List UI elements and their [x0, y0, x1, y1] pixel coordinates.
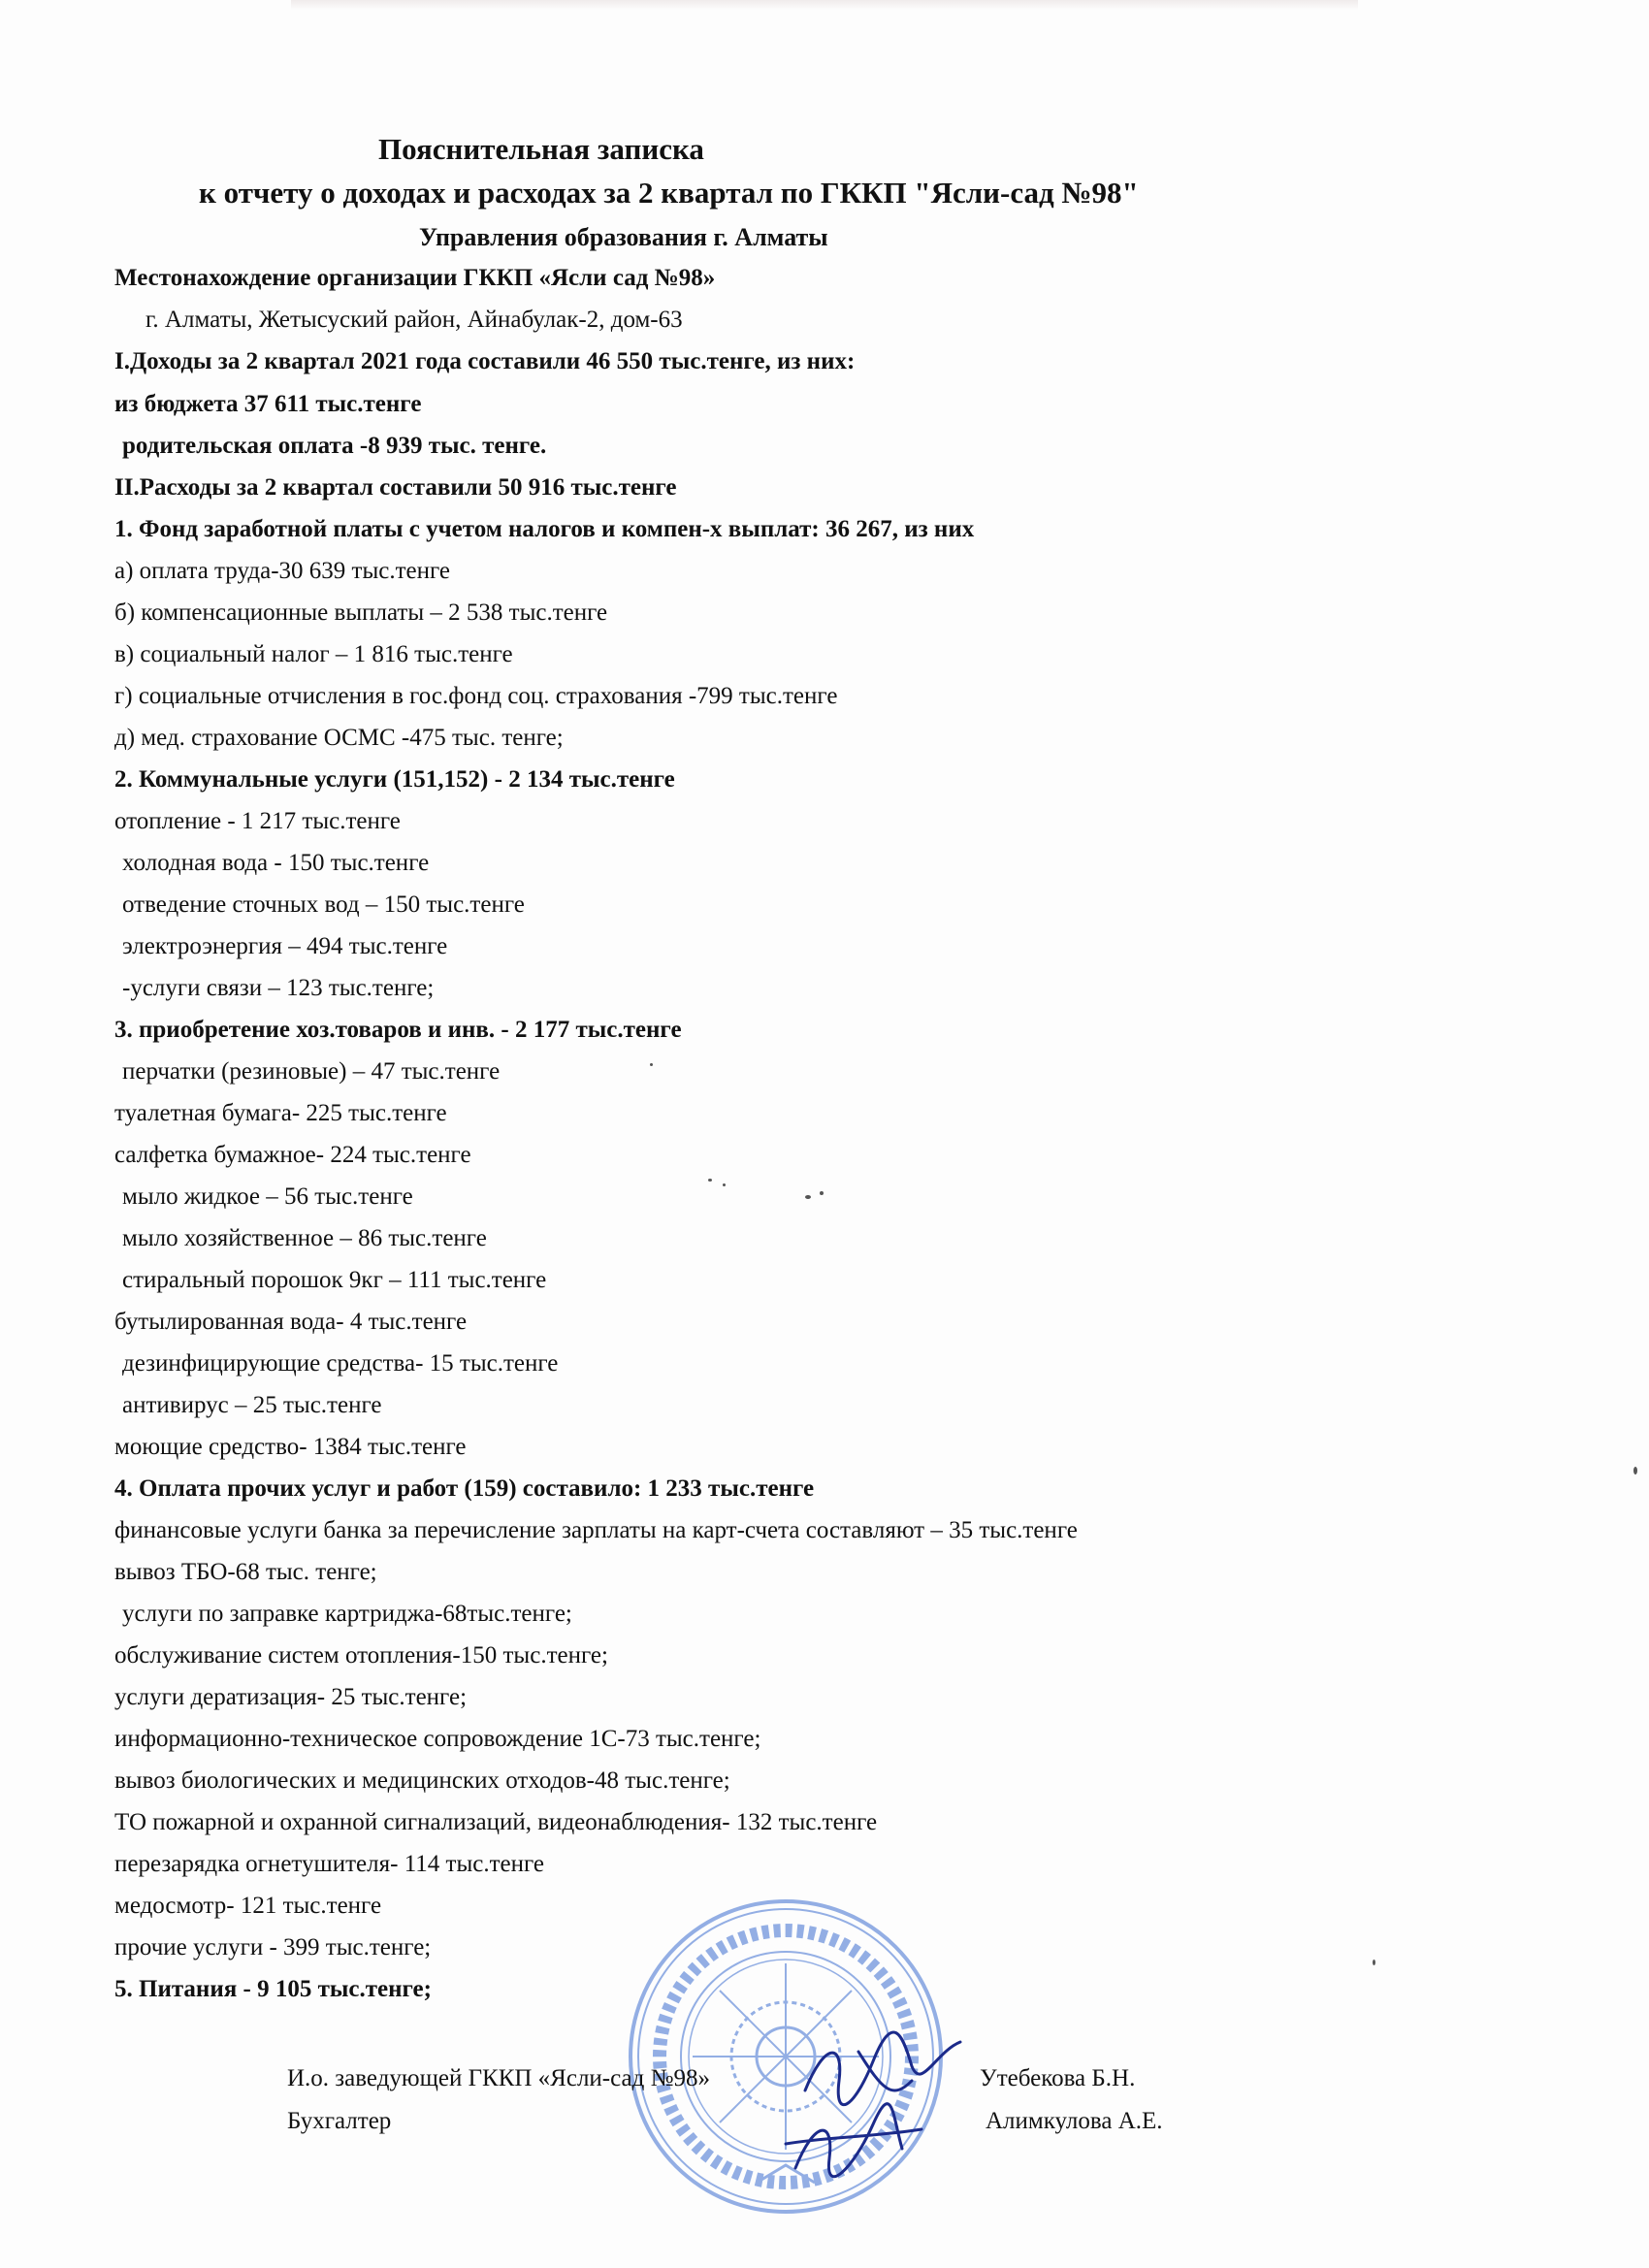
- payroll-item: в) социальный налог – 1 816 тыс.тенге: [114, 641, 513, 667]
- services-item: финансовые услуги банка за перечисление зарплаты на карт-счета составляют – 35 тыс.тенге: [114, 1517, 1078, 1543]
- income-heading: I.Доходы за 2 квартал 2021 года составили 46 550 тыс.тенге, из них:: [114, 348, 856, 374]
- services-item: обслуживание систем отопления-150 тыс.тенге;: [114, 1642, 608, 1669]
- supplies-item: мыло жидкое – 56 тыс.тенге: [122, 1183, 413, 1210]
- utilities-item: отопление - 1 217 тыс.тенге: [114, 808, 401, 834]
- food-heading: 5. Питания - 9 105 тыс.тенге;: [114, 1976, 432, 2002]
- scan-smudge: [291, 0, 1358, 10]
- supplies-item: стиральный порошок 9кг – 111 тыс.тенге: [122, 1267, 547, 1293]
- expenses-heading: II.Расходы за 2 квартал составили 50 916 тыс.тенге: [114, 474, 677, 501]
- supplies-item: бутылированная вода- 4 тыс.тенге: [114, 1309, 468, 1335]
- supplies-item: мыло хозяйственное – 86 тыс.тенге: [122, 1225, 487, 1251]
- payroll-heading: 1. Фонд заработной платы с учетом налогов и компен-х выплат: 36 267, из них: [114, 516, 975, 542]
- accountant-name: Алимкулова А.Е.: [986, 2108, 1163, 2134]
- scan-speck: [1373, 1960, 1375, 1965]
- supplies-item: перчатки (резиновые) – 47 тыс.тенге: [122, 1058, 501, 1085]
- supplies-item: моющие средство- 1384 тыс.тенге: [114, 1434, 467, 1460]
- supplies-item: антивирус – 25 тыс.тенге: [122, 1392, 382, 1418]
- supplies-item: туалетная бумага- 225 тыс.тенге: [114, 1100, 447, 1126]
- services-item: вывоз ТБО-68 тыс. тенге;: [114, 1559, 377, 1585]
- utilities-item: отведение сточных вод – 150 тыс.тенге: [122, 891, 525, 918]
- services-item: прочие услуги - 399 тыс.тенге;: [114, 1934, 432, 1960]
- scan-speck: [723, 1183, 726, 1186]
- scan-speck: [650, 1063, 653, 1066]
- services-item: вывоз биологических и медицинских отходов-48 тыс.тенге;: [114, 1767, 730, 1794]
- supplies-item: салфетка бумажное- 224 тыс.тенге: [114, 1142, 471, 1168]
- scan-speck: [820, 1191, 824, 1195]
- payroll-item: б) компенсационные выплаты – 2 538 тыс.тенге: [114, 599, 608, 626]
- utilities-item: холодная вода - 150 тыс.тенге: [122, 850, 430, 876]
- document-subtitle: к отчету о доходах и расходах за 2 квартал по ГККП "Ясли-сад №98": [199, 176, 1139, 210]
- services-heading: 4. Оплата прочих услуг и работ (159) составило: 1 233 тыс.тенге: [114, 1475, 815, 1502]
- head-name: Утебекова Б.Н.: [980, 2065, 1136, 2091]
- services-item: информационно-техническое сопровождение 1С-73 тыс.тенге;: [114, 1726, 761, 1752]
- services-item: медосмотр- 121 тыс.тенге: [114, 1893, 382, 1919]
- utilities-item: -услуги связи – 123 тыс.тенге;: [122, 975, 435, 1001]
- services-item: ТО пожарной и охранной сигнализаций, видеонаблюдения- 132 тыс.тенге: [114, 1809, 878, 1835]
- payroll-item: а) оплата труда-30 639 тыс.тенге: [114, 558, 451, 584]
- handwritten-signature: [766, 2023, 999, 2187]
- department-line: Управления образования г. Алматы: [419, 223, 828, 251]
- supplies-item: дезинфицирующие средства- 15 тыс.тенге: [122, 1350, 559, 1377]
- scan-speck: [805, 1195, 811, 1199]
- income-parental: родительская оплата -8 939 тыс. тенге.: [122, 433, 547, 459]
- supplies-heading: 3. приобретение хоз.товаров и инв. - 2 177 тыс.тенге: [114, 1017, 682, 1043]
- location-label: Местонахождение организации ГККП «Ясли сад №98»: [114, 265, 716, 291]
- location-address: г. Алматы, Жетысуский район, Айнабулак-2, дом-63: [146, 307, 683, 333]
- accountant-position: Бухгалтер: [287, 2108, 392, 2134]
- services-item: услуги по заправке картриджа-68тыс.тенге;: [122, 1601, 572, 1627]
- services-item: перезарядка огнетушителя- 114 тыс.тенге: [114, 1851, 545, 1877]
- utilities-item: электроэнергия – 494 тыс.тенге: [122, 933, 448, 959]
- scan-speck: [1633, 1467, 1637, 1474]
- services-item: услуги дератизация- 25 тыс.тенге;: [114, 1684, 468, 1710]
- document-title: Пояснительная записка: [378, 132, 704, 166]
- scan-speck: [708, 1179, 712, 1182]
- income-budget: из бюджета 37 611 тыс.тенге: [114, 391, 422, 417]
- payroll-item: д) мед. страхование ОСМС -475 тыс. тенге;: [114, 725, 564, 751]
- head-position: И.о. заведующей ГККП «Ясли-сад №98»: [287, 2065, 710, 2091]
- payroll-item: г) социальные отчисления в гос.фонд соц. страхования -799 тыс.тенге: [114, 683, 838, 709]
- utilities-heading: 2. Коммунальные услуги (151,152) - 2 134 тыс.тенге: [114, 766, 675, 793]
